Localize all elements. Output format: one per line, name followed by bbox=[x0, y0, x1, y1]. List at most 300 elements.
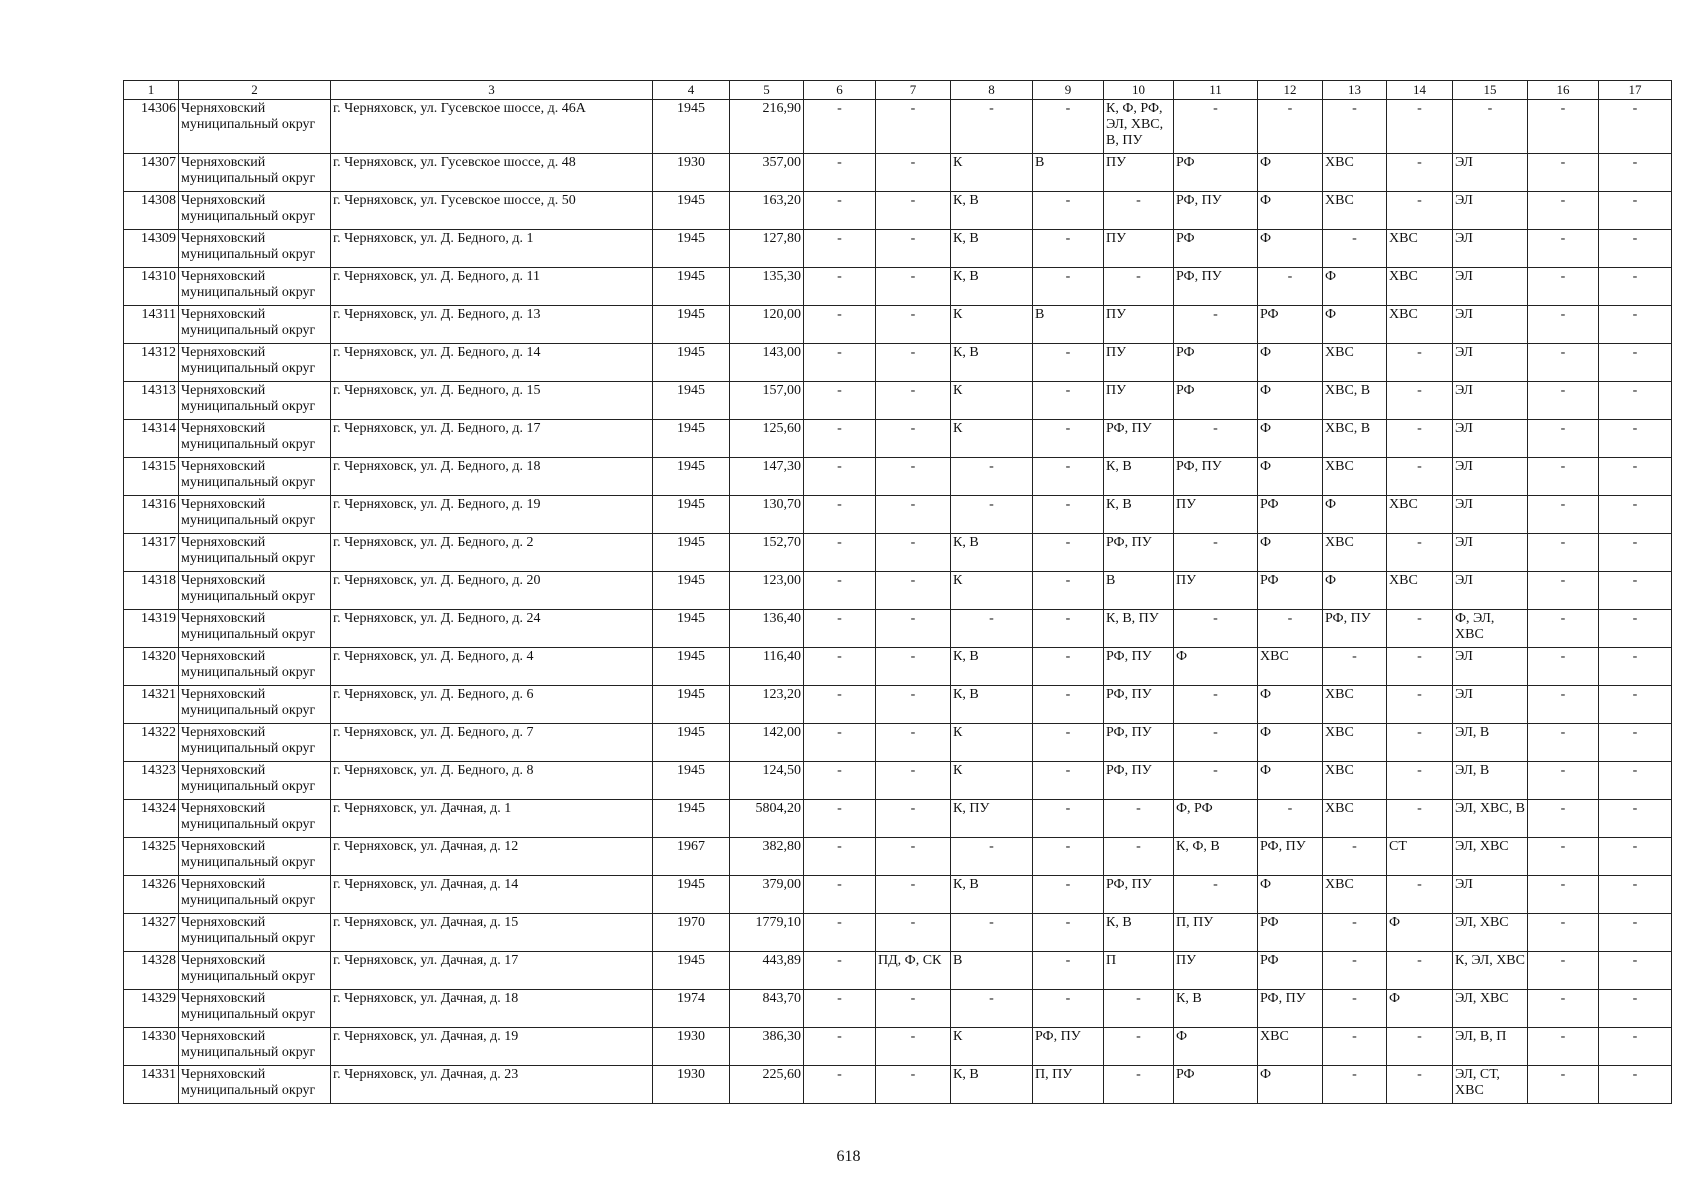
table-cell-col-15: К, ЭЛ, ХВС bbox=[1453, 952, 1528, 990]
table-cell-col-12: - bbox=[1258, 268, 1323, 306]
table-cell-col-17: - bbox=[1599, 724, 1672, 762]
table-cell-col-13: ХВС bbox=[1323, 458, 1387, 496]
table-cell-col-15: ЭЛ, ХВС bbox=[1453, 990, 1528, 1028]
table-cell-col-7: - bbox=[876, 458, 951, 496]
table-cell-col-17: - bbox=[1599, 990, 1672, 1028]
table-cell-col-2: Черняховский муниципальный округ bbox=[179, 306, 331, 344]
table-cell-col-15: ЭЛ bbox=[1453, 420, 1528, 458]
table-cell-col-17: - bbox=[1599, 610, 1672, 648]
column-header-1: 1 bbox=[124, 81, 179, 100]
table-cell-col-7: - bbox=[876, 572, 951, 610]
table-cell-col-5: 124,50 bbox=[730, 762, 804, 800]
table-cell-col-12: ХВС bbox=[1258, 1028, 1323, 1066]
table-cell-col-17: - bbox=[1599, 572, 1672, 610]
table-cell-col-7: - bbox=[876, 420, 951, 458]
table-cell-col-7: - bbox=[876, 230, 951, 268]
table-cell-col-7: - bbox=[876, 914, 951, 952]
table-cell-col-12: - bbox=[1258, 100, 1323, 154]
table-cell-col-13: - bbox=[1323, 1066, 1387, 1104]
table-cell-col-12: - bbox=[1258, 610, 1323, 648]
table-cell-col-14: - bbox=[1387, 1028, 1453, 1066]
table-cell-col-4: 1945 bbox=[653, 420, 730, 458]
table-cell-col-3: г. Черняховск, ул. Д. Бедного, д. 15 bbox=[331, 382, 653, 420]
table-cell-col-12: РФ bbox=[1258, 952, 1323, 990]
table-cell-col-8: К, В bbox=[951, 268, 1033, 306]
table-cell-col-6: - bbox=[804, 496, 876, 534]
table-cell-col-15: ЭЛ, ХВС bbox=[1453, 838, 1528, 876]
table-cell-col-4: 1945 bbox=[653, 496, 730, 534]
table-cell-col-17: - bbox=[1599, 100, 1672, 154]
table-cell-col-8: К, В bbox=[951, 876, 1033, 914]
table-cell-col-6: - bbox=[804, 952, 876, 990]
table-cell-col-8: К bbox=[951, 382, 1033, 420]
table-cell-col-8: - bbox=[951, 496, 1033, 534]
table-row bbox=[124, 534, 1672, 572]
table-cell-col-5: 123,00 bbox=[730, 572, 804, 610]
table-cell-col-13: Ф bbox=[1323, 572, 1387, 610]
table-cell-col-8: К, В bbox=[951, 686, 1033, 724]
table-cell-col-6: - bbox=[804, 100, 876, 154]
table-cell-col-1: 14314 bbox=[124, 420, 179, 458]
table-cell-col-13: - bbox=[1323, 990, 1387, 1028]
table-cell-col-10: К, В bbox=[1104, 496, 1174, 534]
table-cell-col-12: ХВС bbox=[1258, 648, 1323, 686]
table-cell-col-8: В bbox=[951, 952, 1033, 990]
table-cell-col-10: ПУ bbox=[1104, 344, 1174, 382]
table-row bbox=[124, 458, 1672, 496]
table-cell-col-11: - bbox=[1174, 420, 1258, 458]
table-cell-col-15: ЭЛ, СТ, ХВС bbox=[1453, 1066, 1528, 1104]
table-cell-col-7: - bbox=[876, 382, 951, 420]
table-cell-col-10: - bbox=[1104, 800, 1174, 838]
table-cell-col-10: К, В bbox=[1104, 914, 1174, 952]
table-cell-col-17: - bbox=[1599, 268, 1672, 306]
table-cell-col-12: Ф bbox=[1258, 1066, 1323, 1104]
table-cell-col-2: Черняховский муниципальный округ bbox=[179, 230, 331, 268]
table-cell-col-10: К, В, ПУ bbox=[1104, 610, 1174, 648]
table-cell-col-4: 1945 bbox=[653, 382, 730, 420]
table-cell-col-15: ЭЛ bbox=[1453, 268, 1528, 306]
table-cell-col-15: ЭЛ bbox=[1453, 344, 1528, 382]
table-cell-col-4: 1970 bbox=[653, 914, 730, 952]
column-header-7: 7 bbox=[876, 81, 951, 100]
table-cell-col-4: 1967 bbox=[653, 838, 730, 876]
column-header-2: 2 bbox=[179, 81, 331, 100]
table-cell-col-6: - bbox=[804, 306, 876, 344]
table-cell-col-16: - bbox=[1528, 534, 1599, 572]
table-cell-col-9: - bbox=[1033, 230, 1104, 268]
table-cell-col-13: ХВС bbox=[1323, 154, 1387, 192]
table-cell-col-15: ЭЛ bbox=[1453, 648, 1528, 686]
table-cell-col-11: - bbox=[1174, 686, 1258, 724]
table-cell-col-11: К, Ф, В bbox=[1174, 838, 1258, 876]
table-cell-col-2: Черняховский муниципальный округ bbox=[179, 876, 331, 914]
table-cell-col-6: - bbox=[804, 268, 876, 306]
table-cell-col-1: 14311 bbox=[124, 306, 179, 344]
table-cell-col-1: 14328 bbox=[124, 952, 179, 990]
table-row bbox=[124, 876, 1672, 914]
table-cell-col-15: Ф, ЭЛ, ХВС bbox=[1453, 610, 1528, 648]
table-cell-col-8: - bbox=[951, 914, 1033, 952]
table-cell-col-8: К bbox=[951, 1028, 1033, 1066]
table-cell-col-17: - bbox=[1599, 648, 1672, 686]
table-cell-col-12: Ф bbox=[1258, 458, 1323, 496]
table-cell-col-17: - bbox=[1599, 458, 1672, 496]
table-cell-col-6: - bbox=[804, 762, 876, 800]
table-cell-col-9: - bbox=[1033, 192, 1104, 230]
table-cell-col-14: - bbox=[1387, 100, 1453, 154]
table-cell-col-3: г. Черняховск, ул. Д. Бедного, д. 2 bbox=[331, 534, 653, 572]
table-cell-col-17: - bbox=[1599, 344, 1672, 382]
table-cell-col-7: - bbox=[876, 838, 951, 876]
table-cell-col-14: ХВС bbox=[1387, 306, 1453, 344]
table-cell-col-15: ЭЛ, ХВС, В bbox=[1453, 800, 1528, 838]
table-cell-col-16: - bbox=[1528, 268, 1599, 306]
table-row bbox=[124, 610, 1672, 648]
table-cell-col-9: - bbox=[1033, 344, 1104, 382]
table-cell-col-9: - bbox=[1033, 952, 1104, 990]
table-cell-col-17: - bbox=[1599, 914, 1672, 952]
table-cell-col-16: - bbox=[1528, 230, 1599, 268]
table-cell-col-14: Ф bbox=[1387, 990, 1453, 1028]
table-cell-col-1: 14323 bbox=[124, 762, 179, 800]
table-cell-col-9: - bbox=[1033, 876, 1104, 914]
table-cell-col-12: Ф bbox=[1258, 344, 1323, 382]
table-cell-col-11: - bbox=[1174, 306, 1258, 344]
table-cell-col-17: - bbox=[1599, 534, 1672, 572]
table-cell-col-17: - bbox=[1599, 306, 1672, 344]
table-cell-col-15: ЭЛ bbox=[1453, 572, 1528, 610]
table-cell-col-4: 1945 bbox=[653, 952, 730, 990]
table-cell-col-3: г. Черняховск, ул. Д. Бедного, д. 1 bbox=[331, 230, 653, 268]
table-row bbox=[124, 1028, 1672, 1066]
table-cell-col-6: - bbox=[804, 686, 876, 724]
table-cell-col-3: г. Черняховск, ул. Д. Бедного, д. 13 bbox=[331, 306, 653, 344]
column-header-5: 5 bbox=[730, 81, 804, 100]
column-header-9: 9 bbox=[1033, 81, 1104, 100]
table-cell-col-2: Черняховский муниципальный округ bbox=[179, 496, 331, 534]
table-cell-col-2: Черняховский муниципальный округ bbox=[179, 838, 331, 876]
table-cell-col-4: 1945 bbox=[653, 344, 730, 382]
table-cell-col-12: РФ bbox=[1258, 572, 1323, 610]
table-cell-col-15: ЭЛ bbox=[1453, 382, 1528, 420]
table-cell-col-5: 123,20 bbox=[730, 686, 804, 724]
table-cell-col-13: - bbox=[1323, 1028, 1387, 1066]
housing-register-table bbox=[123, 80, 1672, 1104]
table-cell-col-1: 14322 bbox=[124, 724, 179, 762]
table-cell-col-11: РФ bbox=[1174, 1066, 1258, 1104]
table-cell-col-16: - bbox=[1528, 496, 1599, 534]
table-cell-col-7: - bbox=[876, 268, 951, 306]
table-cell-col-15: ЭЛ bbox=[1453, 534, 1528, 572]
table-cell-col-10: РФ, ПУ bbox=[1104, 648, 1174, 686]
table-cell-col-12: Ф bbox=[1258, 154, 1323, 192]
table-cell-col-3: г. Черняховск, ул. Д. Бедного, д. 4 bbox=[331, 648, 653, 686]
table-cell-col-5: 147,30 bbox=[730, 458, 804, 496]
table-cell-col-16: - bbox=[1528, 762, 1599, 800]
table-cell-col-6: - bbox=[804, 990, 876, 1028]
table-cell-col-3: г. Черняховск, ул. Дачная, д. 17 bbox=[331, 952, 653, 990]
table-cell-col-10: К, Ф, РФ, ЭЛ, ХВС, В, ПУ bbox=[1104, 100, 1174, 154]
table-cell-col-7: - bbox=[876, 154, 951, 192]
table-cell-col-12: Ф bbox=[1258, 762, 1323, 800]
table-cell-col-13: ХВС bbox=[1323, 800, 1387, 838]
table-cell-col-17: - bbox=[1599, 1066, 1672, 1104]
table-cell-col-1: 14324 bbox=[124, 800, 179, 838]
table-cell-col-10: ПУ bbox=[1104, 382, 1174, 420]
table-cell-col-1: 14306 bbox=[124, 100, 179, 154]
table-cell-col-2: Черняховский муниципальный округ bbox=[179, 344, 331, 382]
table-cell-col-9: - bbox=[1033, 724, 1104, 762]
table-cell-col-4: 1930 bbox=[653, 1028, 730, 1066]
table-cell-col-11: РФ, ПУ bbox=[1174, 458, 1258, 496]
table-cell-col-2: Черняховский муниципальный округ bbox=[179, 382, 331, 420]
table-cell-col-7: - bbox=[876, 800, 951, 838]
table-cell-col-10: П bbox=[1104, 952, 1174, 990]
column-header-13: 13 bbox=[1323, 81, 1387, 100]
table-cell-col-4: 1945 bbox=[653, 100, 730, 154]
table-cell-col-10: РФ, ПУ bbox=[1104, 762, 1174, 800]
table-cell-col-14: Ф bbox=[1387, 914, 1453, 952]
table-cell-col-13: - bbox=[1323, 648, 1387, 686]
table-cell-col-9: - bbox=[1033, 382, 1104, 420]
table-cell-col-3: г. Черняховск, ул. Д. Бедного, д. 7 bbox=[331, 724, 653, 762]
table-cell-col-12: РФ bbox=[1258, 306, 1323, 344]
table-cell-col-7: ПД, Ф, СК bbox=[876, 952, 951, 990]
table-cell-col-10: ПУ bbox=[1104, 230, 1174, 268]
table-cell-col-15: - bbox=[1453, 100, 1528, 154]
table-cell-col-16: - bbox=[1528, 914, 1599, 952]
table-cell-col-13: РФ, ПУ bbox=[1323, 610, 1387, 648]
table-cell-col-7: - bbox=[876, 100, 951, 154]
table-cell-col-16: - bbox=[1528, 420, 1599, 458]
table-cell-col-11: Ф bbox=[1174, 1028, 1258, 1066]
table-cell-col-14: - bbox=[1387, 534, 1453, 572]
table-cell-col-17: - bbox=[1599, 230, 1672, 268]
table-row bbox=[124, 762, 1672, 800]
table-cell-col-16: - bbox=[1528, 1066, 1599, 1104]
table-cell-col-1: 14310 bbox=[124, 268, 179, 306]
table-cell-col-17: - bbox=[1599, 420, 1672, 458]
table-cell-col-9: - bbox=[1033, 420, 1104, 458]
table-cell-col-13: ХВС bbox=[1323, 876, 1387, 914]
table-cell-col-14: - bbox=[1387, 952, 1453, 990]
table-cell-col-13: ХВС bbox=[1323, 192, 1387, 230]
table-cell-col-1: 14309 bbox=[124, 230, 179, 268]
table-cell-col-13: Ф bbox=[1323, 496, 1387, 534]
table-cell-col-2: Черняховский муниципальный округ bbox=[179, 610, 331, 648]
table-cell-col-10: ПУ bbox=[1104, 154, 1174, 192]
table-cell-col-12: РФ, ПУ bbox=[1258, 838, 1323, 876]
table-cell-col-3: г. Черняховск, ул. Д. Бедного, д. 17 bbox=[331, 420, 653, 458]
table-cell-col-11: - bbox=[1174, 610, 1258, 648]
table-cell-col-6: - bbox=[804, 838, 876, 876]
table-cell-col-5: 843,70 bbox=[730, 990, 804, 1028]
table-row bbox=[124, 100, 1672, 154]
table-cell-col-14: - bbox=[1387, 648, 1453, 686]
table-row bbox=[124, 268, 1672, 306]
table-cell-col-11: РФ bbox=[1174, 344, 1258, 382]
table-cell-col-3: г. Черняховск, ул. Дачная, д. 18 bbox=[331, 990, 653, 1028]
table-row bbox=[124, 686, 1672, 724]
table-cell-col-5: 142,00 bbox=[730, 724, 804, 762]
table-row bbox=[124, 800, 1672, 838]
table-cell-col-13: ХВС bbox=[1323, 344, 1387, 382]
table-cell-col-13: ХВС bbox=[1323, 686, 1387, 724]
table-cell-col-16: - bbox=[1528, 344, 1599, 382]
table-cell-col-8: К, В bbox=[951, 648, 1033, 686]
table-cell-col-9: П, ПУ bbox=[1033, 1066, 1104, 1104]
table-cell-col-9: - bbox=[1033, 496, 1104, 534]
table-cell-col-7: - bbox=[876, 1066, 951, 1104]
table-cell-col-3: г. Черняховск, ул. Д. Бедного, д. 20 bbox=[331, 572, 653, 610]
table-cell-col-12: Ф bbox=[1258, 382, 1323, 420]
table-cell-col-16: - bbox=[1528, 686, 1599, 724]
table-cell-col-12: Ф bbox=[1258, 876, 1323, 914]
table-cell-col-3: г. Черняховск, ул. Гусевское шоссе, д. 48 bbox=[331, 154, 653, 192]
table-cell-col-1: 14321 bbox=[124, 686, 179, 724]
table-cell-col-6: - bbox=[804, 1066, 876, 1104]
table-cell-col-17: - bbox=[1599, 382, 1672, 420]
table-cell-col-11: Ф bbox=[1174, 648, 1258, 686]
table-row bbox=[124, 420, 1672, 458]
table-cell-col-13: - bbox=[1323, 952, 1387, 990]
column-header-6: 6 bbox=[804, 81, 876, 100]
table-cell-col-16: - bbox=[1528, 610, 1599, 648]
table-cell-col-8: К, В bbox=[951, 230, 1033, 268]
table-cell-col-7: - bbox=[876, 876, 951, 914]
table-cell-col-10: К, В bbox=[1104, 458, 1174, 496]
table-cell-col-13: - bbox=[1323, 838, 1387, 876]
table-cell-col-17: - bbox=[1599, 496, 1672, 534]
table-cell-col-13: ХВС bbox=[1323, 762, 1387, 800]
table-cell-col-9: В bbox=[1033, 154, 1104, 192]
table-cell-col-15: ЭЛ, В bbox=[1453, 724, 1528, 762]
table-cell-col-15: ЭЛ bbox=[1453, 496, 1528, 534]
table-cell-col-5: 382,80 bbox=[730, 838, 804, 876]
table-cell-col-5: 379,00 bbox=[730, 876, 804, 914]
table-cell-col-3: г. Черняховск, ул. Д. Бедного, д. 19 bbox=[331, 496, 653, 534]
table-cell-col-3: г. Черняховск, ул. Д. Бедного, д. 24 bbox=[331, 610, 653, 648]
table-cell-col-1: 14318 bbox=[124, 572, 179, 610]
table-cell-col-7: - bbox=[876, 610, 951, 648]
table-cell-col-5: 120,00 bbox=[730, 306, 804, 344]
table-cell-col-13: Ф bbox=[1323, 268, 1387, 306]
table-cell-col-3: г. Черняховск, ул. Дачная, д. 19 bbox=[331, 1028, 653, 1066]
table-cell-col-12: Ф bbox=[1258, 230, 1323, 268]
table-cell-col-13: - bbox=[1323, 230, 1387, 268]
table-cell-col-13: ХВС bbox=[1323, 534, 1387, 572]
column-header-11: 11 bbox=[1174, 81, 1258, 100]
table-cell-col-6: - bbox=[804, 800, 876, 838]
table-cell-col-6: - bbox=[804, 154, 876, 192]
table-cell-col-8: К bbox=[951, 154, 1033, 192]
table-cell-col-11: ПУ bbox=[1174, 572, 1258, 610]
table-cell-col-6: - bbox=[804, 724, 876, 762]
table-row bbox=[124, 952, 1672, 990]
table-cell-col-12: Ф bbox=[1258, 420, 1323, 458]
table-cell-col-10: - bbox=[1104, 192, 1174, 230]
table-cell-col-10: - bbox=[1104, 1028, 1174, 1066]
table-cell-col-12: Ф bbox=[1258, 724, 1323, 762]
table-cell-col-1: 14325 bbox=[124, 838, 179, 876]
table-cell-col-4: 1945 bbox=[653, 230, 730, 268]
table-cell-col-1: 14327 bbox=[124, 914, 179, 952]
table-cell-col-7: - bbox=[876, 762, 951, 800]
table-cell-col-15: ЭЛ bbox=[1453, 230, 1528, 268]
table-cell-col-10: РФ, ПУ bbox=[1104, 534, 1174, 572]
table-cell-col-14: - bbox=[1387, 610, 1453, 648]
table-cell-col-7: - bbox=[876, 192, 951, 230]
table-cell-col-6: - bbox=[804, 610, 876, 648]
table-cell-col-4: 1930 bbox=[653, 1066, 730, 1104]
column-header-3: 3 bbox=[331, 81, 653, 100]
table-cell-col-11: - bbox=[1174, 876, 1258, 914]
table-cell-col-7: - bbox=[876, 686, 951, 724]
table-cell-col-1: 14307 bbox=[124, 154, 179, 192]
table-cell-col-5: 386,30 bbox=[730, 1028, 804, 1066]
table-cell-col-7: - bbox=[876, 496, 951, 534]
table-cell-col-16: - bbox=[1528, 990, 1599, 1028]
table-cell-col-14: СТ bbox=[1387, 838, 1453, 876]
table-cell-col-6: - bbox=[804, 230, 876, 268]
table-cell-col-11: ПУ bbox=[1174, 952, 1258, 990]
table-row bbox=[124, 990, 1672, 1028]
header-row bbox=[124, 81, 1672, 100]
table-cell-col-14: - bbox=[1387, 344, 1453, 382]
table-cell-col-12: Ф bbox=[1258, 192, 1323, 230]
table-cell-col-14: - bbox=[1387, 458, 1453, 496]
table-cell-col-16: - bbox=[1528, 382, 1599, 420]
table-cell-col-9: - bbox=[1033, 572, 1104, 610]
table-cell-col-2: Черняховский муниципальный округ bbox=[179, 1028, 331, 1066]
table-cell-col-5: 116,40 bbox=[730, 648, 804, 686]
table-body bbox=[124, 100, 1672, 1104]
table-cell-col-3: г. Черняховск, ул. Д. Бедного, д. 11 bbox=[331, 268, 653, 306]
table-cell-col-8: К, В bbox=[951, 534, 1033, 572]
table-cell-col-5: 143,00 bbox=[730, 344, 804, 382]
table-cell-col-15: ЭЛ, В, П bbox=[1453, 1028, 1528, 1066]
table-row bbox=[124, 230, 1672, 268]
table-cell-col-12: - bbox=[1258, 800, 1323, 838]
table-cell-col-1: 14317 bbox=[124, 534, 179, 572]
table-cell-col-5: 443,89 bbox=[730, 952, 804, 990]
table-cell-col-5: 5804,20 bbox=[730, 800, 804, 838]
table-cell-col-4: 1945 bbox=[653, 572, 730, 610]
table-cell-col-12: РФ, ПУ bbox=[1258, 990, 1323, 1028]
table-cell-col-14: - bbox=[1387, 154, 1453, 192]
table-cell-col-2: Черняховский муниципальный округ bbox=[179, 192, 331, 230]
table-cell-col-8: К, В bbox=[951, 1066, 1033, 1104]
table-cell-col-4: 1945 bbox=[653, 686, 730, 724]
table-row bbox=[124, 306, 1672, 344]
table-cell-col-2: Черняховский муниципальный округ bbox=[179, 724, 331, 762]
table-cell-col-1: 14320 bbox=[124, 648, 179, 686]
table-cell-col-9: - bbox=[1033, 458, 1104, 496]
table-cell-col-6: - bbox=[804, 572, 876, 610]
table-cell-col-17: - bbox=[1599, 762, 1672, 800]
table-cell-col-4: 1974 bbox=[653, 990, 730, 1028]
column-header-4: 4 bbox=[653, 81, 730, 100]
table-cell-col-2: Черняховский муниципальный округ bbox=[179, 154, 331, 192]
table-cell-col-12: Ф bbox=[1258, 534, 1323, 572]
table-cell-col-14: - bbox=[1387, 420, 1453, 458]
table-cell-col-1: 14308 bbox=[124, 192, 179, 230]
table-cell-col-3: г. Черняховск, ул. Гусевское шоссе, д. 46А bbox=[331, 100, 653, 154]
table-cell-col-14: ХВС bbox=[1387, 268, 1453, 306]
table-cell-col-2: Черняховский муниципальный округ bbox=[179, 762, 331, 800]
table-cell-col-14: ХВС bbox=[1387, 572, 1453, 610]
